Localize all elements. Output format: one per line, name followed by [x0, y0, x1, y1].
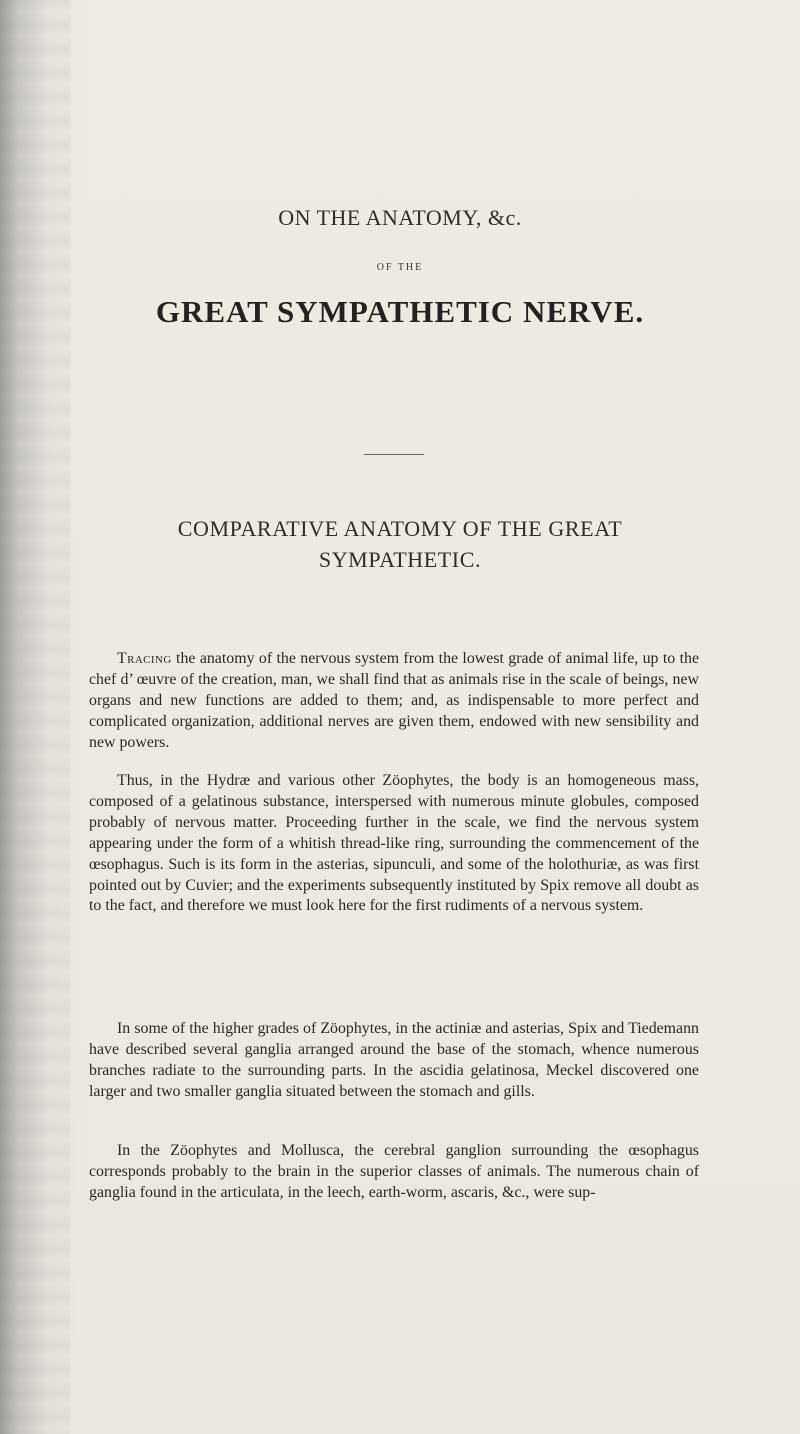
- running-heading: ON THE ANATOMY, &c.: [278, 205, 522, 230]
- section-title: [0, 513, 800, 575]
- paragraph-4: In the Zöophytes and Mollusca, the cerebral ganglion surrounding the œsophagus corresponds probably to the brain in the superior classes of animals. The numerous chain of ganglia found in the articulata, in the leech, earth-worm, ascaris, &c., were sup-: [89, 1142, 699, 1201]
- page-title: GREAT SYMPATHETIC NERVE.: [155, 294, 645, 329]
- divider-rule: [364, 454, 424, 455]
- section-title-line-1: COMPARATIVE ANATOMY OF THE GREAT: [177, 516, 623, 541]
- paragraph-1-lead: Tracing: [117, 650, 172, 667]
- paragraph-1: [89, 649, 699, 754]
- section-title-line-2: SYMPATHETIC.: [318, 547, 482, 572]
- paragraph-2: Thus, in the Hydræ and various other Zöophytes, the body is an homogeneous mass, composed of a gelatinous substance, interspersed with numerous minute globules, composed probably of nervous matter. Proceeding further in the scale, we find the nervous system appearing under the form of a whitish thread-like ring, surrounding the commencement of the œsophagus. Such is its form in the asterias, sipunculi, and some of the holothuriæ, as was first pointed out by Cuvier; and the experiments subsequently instituted by Spix remove all doubt as to the fact, and therefore we must look here for the first rudiments of a nervous system.: [89, 772, 699, 915]
- paragraph-1-text: the anatomy of the nervous system from the lowest grade of animal life, up to the chef d’ œuvre of the creation, man, we shall find that as animals rise in the scale of beings, new organs and new functions are added to them; and, as indispensable to more perfect and complicated organization, additional nerves are given them, endowed with new sensibility and new powers.: [89, 650, 699, 751]
- heading-of: OF THE: [376, 262, 424, 273]
- paragraph-3: In some of the higher grades of Zöophytes, in the actiniæ and asterias, Spix and Tiedemann have described several ganglia arranged around the base of the stomach, whence numerous branches radiate to the surrounding parts. In the ascidia gelatinosa, Meckel discovered one larger and two smaller ganglia situated between the stomach and gills.: [89, 1020, 699, 1100]
